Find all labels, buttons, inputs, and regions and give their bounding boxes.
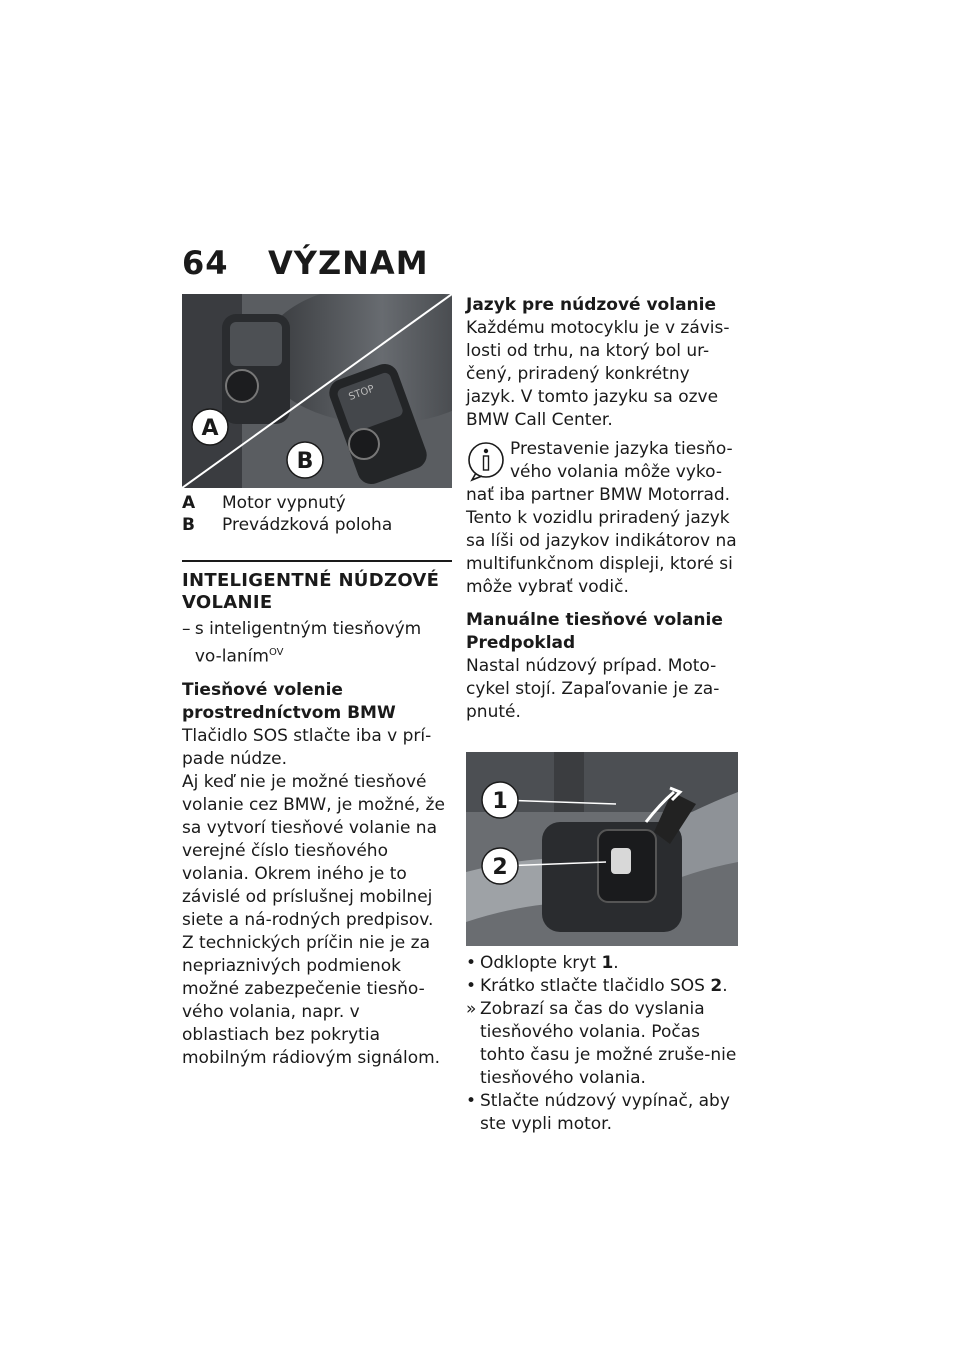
info-icon xyxy=(466,440,506,484)
paragraph: Z technických príčin nie je za nepriaznivých podmienok možné zabezpečenie tiesňo-vého volania, napr. v oblastiach bez pokrytia mobilným rádiovým signálom. xyxy=(182,932,441,1068)
figure-sos-button xyxy=(466,752,738,946)
left-column xyxy=(182,294,452,1070)
stop-label: STOP xyxy=(347,383,376,403)
legend-item: B Prevádzková poloha xyxy=(182,515,393,535)
paragraph: Nastal núdzový prípad. Moto-cykel stojí. Zapaľovanie je za-pnuté. xyxy=(466,656,720,722)
list-item: • Odklopte kryt 1. xyxy=(466,953,619,973)
page-header xyxy=(182,244,429,282)
section-divider xyxy=(182,560,452,562)
section-title: INTELIGENTNÉ NÚDZOVÉ VOLANIE xyxy=(182,570,440,613)
label-2: 2 xyxy=(492,855,508,880)
page-number: 64 xyxy=(182,244,229,282)
paragraph: Každému motocyklu je v závis-losti od trhu, na ktorý bol ur-čený, priradený konkrétny jazyk. V tomto jazyku sa ozve BMW Call Center. xyxy=(466,318,730,430)
subheading: Manuálne tiesňové volanie xyxy=(466,610,723,630)
right-column xyxy=(466,294,738,1136)
list-item: • Stlačte núdzový vypínač, aby ste vypli motor. xyxy=(466,1091,730,1134)
subheading: Tiesňové volenie prostredníctvom BMW xyxy=(182,679,396,723)
subheading: Predpoklad xyxy=(466,633,576,653)
page-title: VÝZNAM xyxy=(268,244,429,282)
list-item: • Krátko stlačte tlačidlo SOS 2. xyxy=(466,976,728,996)
equipment-prerequisite: – s inteligentným tiesňovým vo-laním$^{OV}$ xyxy=(182,619,422,667)
label-1: 1 xyxy=(492,789,508,814)
subheading: Jazyk pre núdzové volanie xyxy=(466,295,716,315)
paragraph: Aj keď nie je možné tiesňové volanie cez BMW, je možné, že sa vytvorí tiesňové volanie na verejné číslo tiesňového volania. Okrem iného je to závislé od príslušnej mobilnej siete a ná-rodných predpisov. xyxy=(182,771,445,930)
kill-switch-illustration xyxy=(182,294,452,488)
legend-item: A Motor vypnutý xyxy=(182,493,346,513)
paragraph: Tlačidlo SOS stlačte iba v prí-pade núdze. xyxy=(182,725,432,769)
figure-kill-switch xyxy=(182,294,452,488)
label-b: B xyxy=(296,449,314,474)
label-a: A xyxy=(201,416,219,441)
sos-button-illustration xyxy=(466,752,738,946)
list-item: » Zobrazí sa čas do vyslania tiesňového volania. Počas tohto času je možné zruše-nie tiesňového volania. xyxy=(466,999,737,1088)
figure-legend xyxy=(182,492,452,536)
step-list xyxy=(466,952,738,1136)
info-note: Prestavenie jazyka tiesňo-vého volania môže vyko-nať iba partner BMW Motorrad. Tento k vozidlu priradený jazyk sa líši od jazykov indikátorov na multifunkčnom displeji, ktoré si môže vybrať vodič. xyxy=(466,439,737,597)
